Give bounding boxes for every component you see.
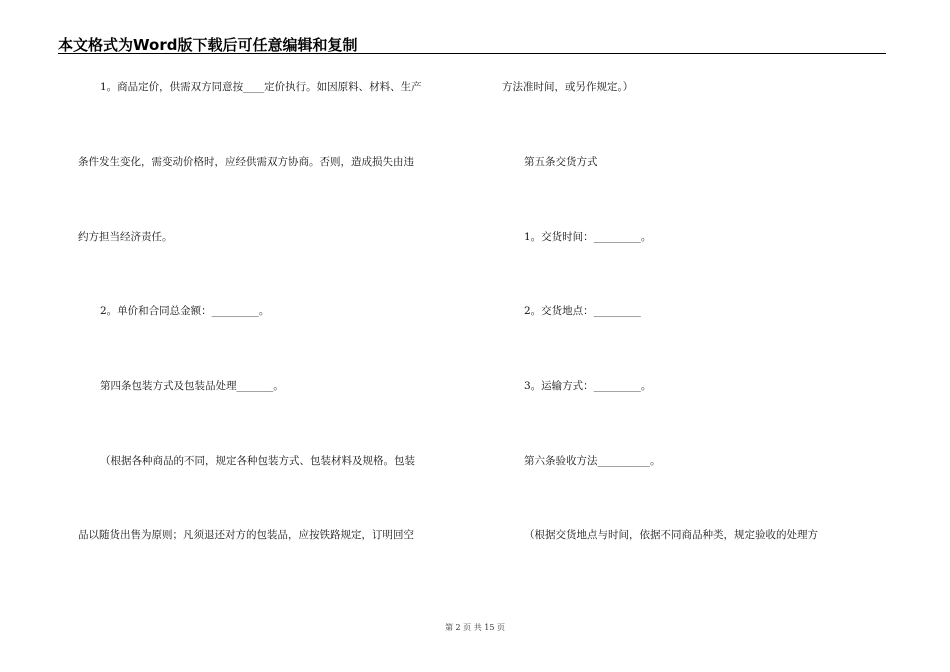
- right-line-1: 方法准时间，或另作规定。）: [502, 81, 634, 93]
- left-line-6: （根据各种商品的不同，规定各种包装方式、包装材料及规格。包装: [100, 455, 415, 467]
- left-line-2: 条件发生变化，需变动价格时，应经供需双方协商。否则，造成损失由违: [78, 156, 414, 168]
- page-number: 第 2 页 共 15 页: [445, 623, 505, 632]
- left-line-1: 1。商品定价，供需双方同意按____定价执行。如因原料、材料、生产: [100, 81, 422, 93]
- left-line-5: 第四条包装方式及包装品处理_______。: [100, 380, 284, 392]
- right-line-5: 3。运输方式：_________。: [524, 380, 652, 392]
- left-line-4: 2。单价和合同总金额：_________。: [100, 305, 270, 317]
- right-line-7: （根据交货地点与时间，依据不同商品种类，规定验收的处理方: [524, 529, 818, 541]
- left-line-3: 约方担当经济责任。: [78, 231, 173, 243]
- right-line-4: 2。交货地点：_________: [524, 305, 641, 317]
- right-line-3: 1。交货时间：_________。: [524, 231, 652, 243]
- right-line-6: 第六条验收方法__________。: [524, 455, 661, 467]
- left-line-7: 品以随货出售为原则；凡须退还对方的包装品，应按铁路规定，订明回空: [78, 529, 414, 541]
- header-divider: [58, 53, 886, 54]
- document-header-title: 本文格式为Word版下载后可任意编辑和复制: [58, 36, 358, 54]
- right-line-2: 第五条交货方式: [524, 156, 598, 168]
